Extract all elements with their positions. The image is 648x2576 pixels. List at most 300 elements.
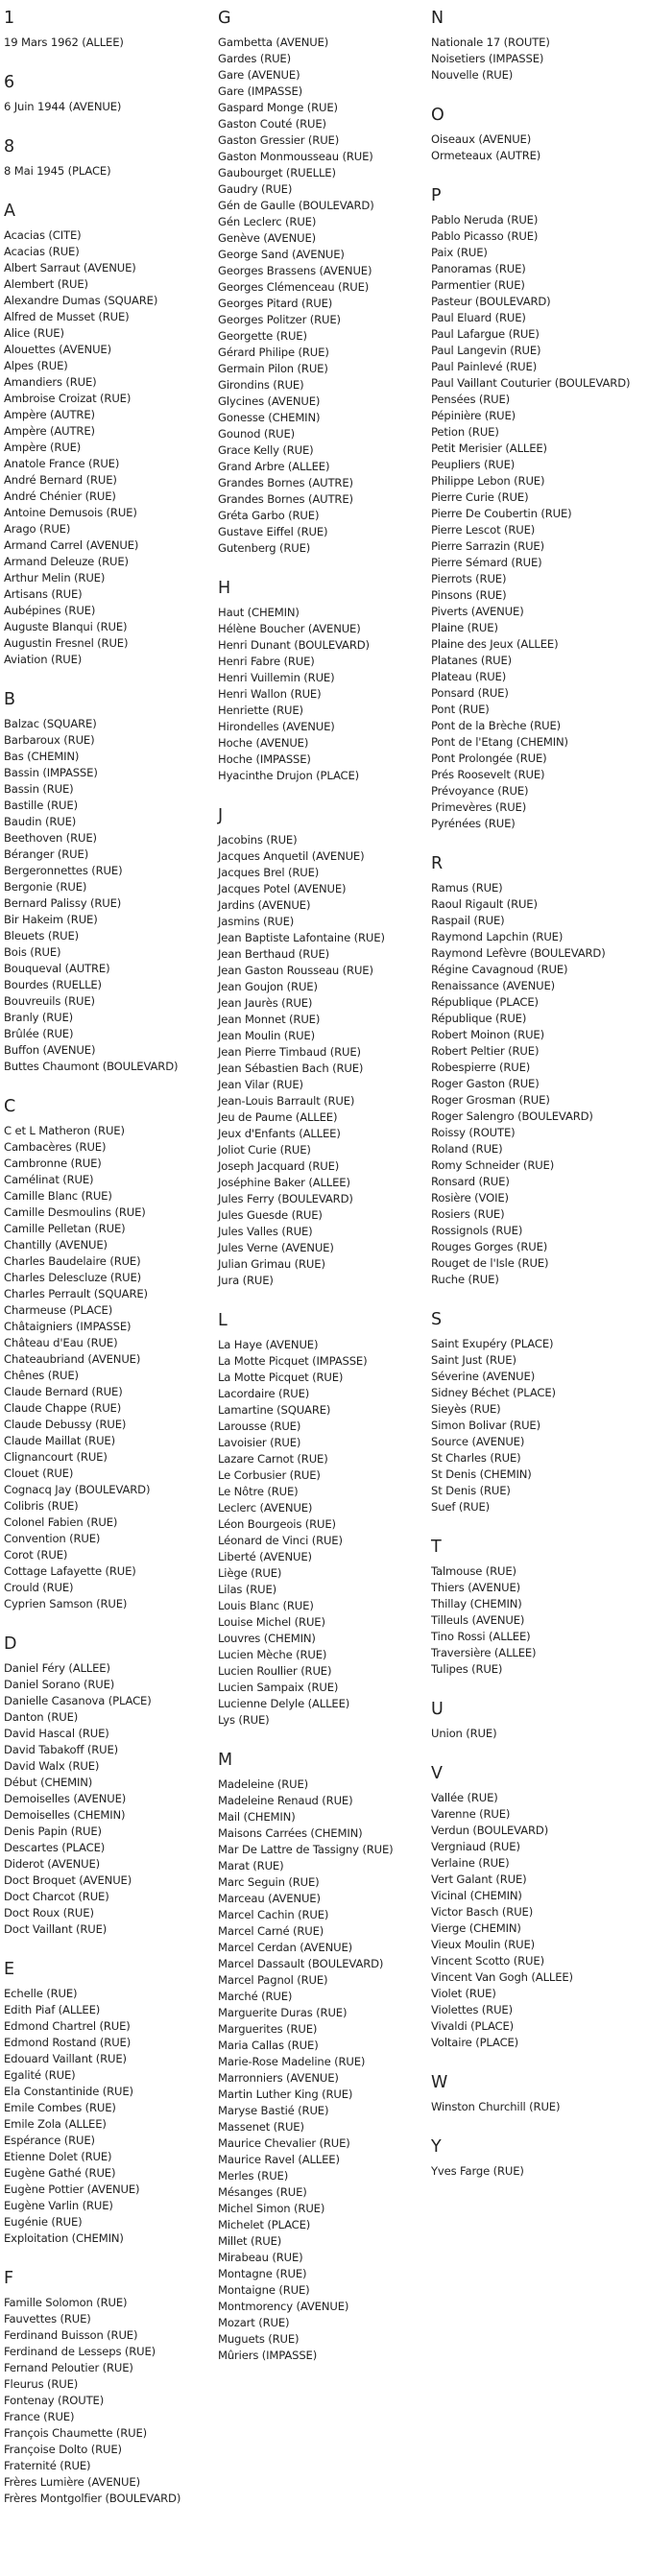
street-item: Grace Kelly (RUE) <box>218 443 314 457</box>
street-item: Peupliers (RUE) <box>431 458 516 471</box>
street-item: Edmond Rostand (RUE) <box>4 2036 132 2049</box>
street-item: Auguste Blanqui (RUE) <box>4 620 128 633</box>
street-item: Artisans (RUE) <box>4 587 83 601</box>
letter-section <box>4 1959 214 2247</box>
street-item: Claude Maillat (RUE) <box>4 1434 115 1447</box>
street-item: Bassin (RUE) <box>4 782 74 796</box>
street-item: Parmentier (RUE) <box>431 278 525 292</box>
street-list <box>4 99 214 115</box>
street-item: Jasmins (RUE) <box>218 915 295 928</box>
street-item: David Walx (RUE) <box>4 1759 100 1773</box>
street-item: Ormeteaux (AUTRE) <box>431 149 541 162</box>
street-item: Bergeronnettes (RUE) <box>4 864 123 877</box>
street-item: Danton (RUE) <box>4 1710 79 1724</box>
letter-section <box>218 8 427 557</box>
street-item: Ramus (RUE) <box>431 881 503 894</box>
street-item: Pyrénées (RUE) <box>431 817 516 830</box>
street-item: Françoise Dolto (RUE) <box>4 2443 122 2456</box>
street-item: Mûriers (IMPASSE) <box>218 2349 318 2362</box>
street-item: Marguerites (RUE) <box>218 2022 318 2036</box>
street-item: C et L Matheron (RUE) <box>4 1124 125 1137</box>
street-item: Pierre Lescot (RUE) <box>431 523 536 537</box>
street-list <box>4 1986 214 2247</box>
street-item: Cambacères (RUE) <box>4 1140 107 1154</box>
street-item: Roger Gaston (RUE) <box>431 1077 540 1090</box>
street-item: Maurice Ravel (ALLEE) <box>218 2153 340 2166</box>
street-item: Pierre Curie (RUE) <box>431 490 529 504</box>
street-item: Gaudry (RUE) <box>218 182 293 196</box>
street-item: Eugène Varlin (RUE) <box>4 2199 113 2212</box>
street-item: Joséphine Baker (ALLEE) <box>218 1176 350 1189</box>
section-letter-heading: T <box>431 1538 442 1557</box>
letter-section <box>218 1750 427 2364</box>
street-item: Jules Ferry (BOULEVARD) <box>218 1192 353 1205</box>
section-letter-heading: J <box>218 806 224 825</box>
street-item: Edmond Chartrel (RUE) <box>4 2019 131 2033</box>
street-item: Plaine (RUE) <box>431 621 498 634</box>
street-item: Charmeuse (PLACE) <box>4 1303 113 1317</box>
street-item: Raoul Rigault (RUE) <box>431 897 538 911</box>
street-item: Jacques Brel (RUE) <box>218 866 320 879</box>
street-item: Colibris (RUE) <box>4 1499 79 1513</box>
street-item: Gare (AVENUE) <box>218 68 300 82</box>
street-item: Edouard Vaillant (RUE) <box>4 2052 127 2065</box>
street-item: Baudin (RUE) <box>4 815 77 828</box>
street-item: Romy Schneider (RUE) <box>431 1158 555 1172</box>
letter-section <box>4 72 214 115</box>
street-item: Lucien Sampaix (RUE) <box>218 1681 339 1694</box>
street-item: Brûlée (RUE) <box>4 1027 74 1040</box>
street-item: Henri Dunant (BOULEVARD) <box>218 638 370 652</box>
street-item: Echelle (RUE) <box>4 1987 78 2000</box>
street-item: Haut (CHEMIN) <box>218 606 300 619</box>
street-item: Corot (RUE) <box>4 1548 68 1562</box>
street-item: Hélène Boucher (AVENUE) <box>218 622 361 635</box>
street-item: Grandes Bornes (AUTRE) <box>218 492 353 506</box>
section-letter-heading: C <box>4 1097 16 1116</box>
letter-section <box>431 2072 648 2115</box>
street-item: Paul Lafargue (RUE) <box>431 327 540 341</box>
street-item: Antoine Demusois (RUE) <box>4 506 137 519</box>
street-item: Alembert (RUE) <box>4 277 88 291</box>
street-item: Union (RUE) <box>431 1727 497 1740</box>
letter-section <box>431 8 648 83</box>
street-list <box>431 1790 648 2051</box>
street-item: Marché (RUE) <box>218 1990 293 2003</box>
street-item: Fontenay (ROUTE) <box>4 2394 105 2407</box>
street-item: Marcel Cerdan (AVENUE) <box>218 1941 352 1954</box>
letter-section <box>4 201 214 668</box>
street-item: Maisons Carrées (CHEMIN) <box>218 1826 363 1840</box>
street-item: Rosière (VOIE) <box>431 1191 509 1205</box>
street-item: Daniel Sorano (RUE) <box>4 1678 115 1691</box>
street-item: Augustin Fresnel (RUE) <box>4 636 129 650</box>
street-item: Pablo Picasso (RUE) <box>431 229 539 243</box>
street-item: Daniel Féry (ALLEE) <box>4 1661 110 1675</box>
street-item: Simon Bolivar (RUE) <box>431 1419 540 1432</box>
street-item: Robert Peltier (RUE) <box>431 1044 540 1058</box>
street-item: André Bernard (RUE) <box>4 473 117 487</box>
street-item: Anatole France (RUE) <box>4 457 120 470</box>
street-item: Piverts (AVENUE) <box>431 605 524 618</box>
street-item: Jules Verne (AVENUE) <box>218 1241 334 1254</box>
street-item: Maryse Bastié (RUE) <box>218 2104 329 2117</box>
street-item: Rouget de l'Isle (RUE) <box>431 1256 549 1270</box>
index-column-2 <box>214 8 427 2385</box>
street-item: Doct Charcot (RUE) <box>4 1890 109 1903</box>
street-item: Ampère (AUTRE) <box>4 408 95 421</box>
letter-section <box>431 853 648 1288</box>
street-item: Georges Brassens (AVENUE) <box>218 264 372 277</box>
street-item: Vert Galant (RUE) <box>431 1872 527 1886</box>
street-item: Jean Jaurès (RUE) <box>218 996 313 1010</box>
letter-section <box>218 1310 427 1729</box>
street-item: Lys (RUE) <box>218 1713 270 1727</box>
street-list <box>431 2163 648 2180</box>
street-item: Camille Pelletan (RUE) <box>4 1222 126 1235</box>
letter-section <box>431 1309 648 1515</box>
street-item: Vergniaud (RUE) <box>431 1840 520 1853</box>
street-item: Mar De Lattre de Tassigny (RUE) <box>218 1843 394 1856</box>
street-item: Frères Montgolfier (BOULEVARD) <box>4 2492 181 2505</box>
street-item: Pensées (RUE) <box>431 393 511 406</box>
street-list <box>4 35 214 51</box>
street-item: Marcel Pagnol (RUE) <box>218 1973 328 1987</box>
street-item: Armand Carrel (AVENUE) <box>4 538 139 552</box>
index-column-3 <box>427 8 648 2201</box>
street-item: Etienne Dolet (RUE) <box>4 2150 112 2163</box>
street-item: Chênes (RUE) <box>4 1369 79 1382</box>
street-item: Cottage Lafayette (RUE) <box>4 1564 136 1578</box>
street-item: Ferdinand Buisson (RUE) <box>4 2328 138 2342</box>
street-item: Gare (IMPASSE) <box>218 84 303 98</box>
street-item: Chateaubriand (AVENUE) <box>4 1352 141 1366</box>
street-item: Amandiers (RUE) <box>4 375 97 389</box>
street-item: Jean Vilar (RUE) <box>218 1078 303 1091</box>
street-item: Fraternité (RUE) <box>4 2459 91 2472</box>
street-item: Alfred de Musset (RUE) <box>4 310 130 323</box>
street-item: Crould (RUE) <box>4 1581 74 1594</box>
letter-section <box>431 105 648 164</box>
street-list <box>4 227 214 668</box>
street-item: Robert Moinon (RUE) <box>431 1028 544 1041</box>
street-item: Emile Zola (ALLEE) <box>4 2117 107 2131</box>
street-item: Jean Sébastien Bach (RUE) <box>218 1061 364 1075</box>
street-item: Victor Basch (RUE) <box>431 1905 534 1919</box>
street-item: Prévoyance (RUE) <box>431 784 529 798</box>
street-item: Doct Vaillant (RUE) <box>4 1922 108 1936</box>
street-item: Pépinière (RUE) <box>431 409 516 422</box>
street-item: Fauvettes (RUE) <box>4 2312 91 2326</box>
street-list <box>218 605 427 784</box>
street-item: David Hascal (RUE) <box>4 1727 109 1740</box>
section-letter-heading: L <box>218 1311 228 1330</box>
street-item: Ambroise Croizat (RUE) <box>4 392 132 405</box>
letter-section <box>4 689 214 1075</box>
street-item: Aubépines (RUE) <box>4 604 96 617</box>
street-item: Petit Merisier (ALLEE) <box>431 441 547 455</box>
street-list <box>4 2295 214 2507</box>
street-item: Marc Seguin (RUE) <box>218 1875 320 1889</box>
street-item: Fleurus (RUE) <box>4 2377 79 2391</box>
street-item: Genève (AVENUE) <box>218 231 317 245</box>
street-item: Gén de Gaulle (BOULEVARD) <box>218 199 374 212</box>
street-item: Doct Roux (RUE) <box>4 1906 94 1920</box>
street-item: Ampère (RUE) <box>4 441 82 454</box>
street-item: Jacobins (RUE) <box>218 833 298 847</box>
street-item: Nouvelle (RUE) <box>431 68 514 82</box>
section-letter-heading: 8 <box>4 137 15 156</box>
street-item: Roland (RUE) <box>431 1142 503 1156</box>
street-item: Bassin (IMPASSE) <box>4 766 98 779</box>
street-item: Gréta Garbo (RUE) <box>218 509 320 522</box>
street-item: Pasteur (BOULEVARD) <box>431 295 551 308</box>
street-item: Paul Painlevé (RUE) <box>431 360 538 373</box>
street-item: Gaston Gressier (RUE) <box>218 133 340 147</box>
street-item: Marcel Cachin (RUE) <box>218 1908 329 1921</box>
street-item: Gutenberg (RUE) <box>218 541 311 555</box>
street-item: Début (CHEMIN) <box>4 1776 93 1789</box>
street-item: Henri Wallon (RUE) <box>218 687 322 701</box>
street-item: Vallée (RUE) <box>431 1791 498 1804</box>
street-item: Fernand Peloutier (RUE) <box>4 2361 133 2374</box>
street-item: Maurice Chevalier (RUE) <box>218 2136 350 2150</box>
street-item: Hoche (IMPASSE) <box>218 752 311 766</box>
street-item: Germain Pilon (RUE) <box>218 362 328 375</box>
street-item: Raspail (RUE) <box>431 914 505 927</box>
street-item: Girondins (RUE) <box>218 378 304 392</box>
street-list <box>218 1777 427 2364</box>
street-item: Joseph Jacquard (RUE) <box>218 1159 340 1173</box>
letter-section <box>4 1096 214 1612</box>
street-item: Louise Michel (RUE) <box>218 1615 325 1629</box>
street-item: Gardes (RUE) <box>218 52 291 65</box>
street-list <box>4 1660 214 1938</box>
street-item: Jacques Anquetil (AVENUE) <box>218 849 365 863</box>
street-item: Diderot (AVENUE) <box>4 1857 101 1871</box>
letter-section <box>218 805 427 1289</box>
street-item: Lazare Carnot (RUE) <box>218 1452 328 1466</box>
street-item: Sieyès (RUE) <box>431 1402 501 1416</box>
street-item: Mirabeau (RUE) <box>218 2251 303 2264</box>
street-item: Pierre Sarrazin (RUE) <box>431 539 544 553</box>
letter-section <box>4 1634 214 1938</box>
street-list <box>431 2099 648 2115</box>
letter-section <box>4 2268 214 2507</box>
street-item: Alexandre Dumas (SQUARE) <box>4 294 158 307</box>
street-item: Vicinal (CHEMIN) <box>431 1889 522 1902</box>
street-item: France (RUE) <box>4 2410 75 2423</box>
street-list <box>431 880 648 1288</box>
street-item: Sidney Béchet (PLACE) <box>431 1386 556 1399</box>
street-item: Roger Grosman (RUE) <box>431 1093 550 1107</box>
street-item: Saint Just (RUE) <box>431 1353 516 1367</box>
street-item: Doct Broquet (AVENUE) <box>4 1873 132 1887</box>
street-item: Jean Moulin (RUE) <box>218 1029 315 1042</box>
street-item: Aviation (RUE) <box>4 653 83 666</box>
street-item: 8 Mai 1945 (PLACE) <box>4 164 111 178</box>
street-item: Noisetiers (IMPASSE) <box>431 52 544 65</box>
section-letter-heading: P <box>431 186 442 205</box>
section-letter-heading: M <box>218 1751 233 1770</box>
street-item: Bourdes (RUELLE) <box>4 978 102 991</box>
street-item: Claude Chappe (RUE) <box>4 1401 122 1415</box>
street-item: Séverine (AVENUE) <box>431 1370 536 1383</box>
street-item: Yves Farge (RUE) <box>431 2164 524 2178</box>
street-item: Cambronne (RUE) <box>4 1157 102 1170</box>
street-item: Ponsard (RUE) <box>431 686 509 700</box>
section-letter-heading: B <box>4 690 16 709</box>
street-item: Tulipes (RUE) <box>431 1662 503 1676</box>
street-item: Martin Luther King (RUE) <box>218 2087 353 2101</box>
street-item: Glycines (AVENUE) <box>218 394 321 408</box>
street-item: Verlaine (RUE) <box>431 1856 510 1870</box>
street-item: St Charles (RUE) <box>431 1451 521 1465</box>
street-item: Liège (RUE) <box>218 1566 282 1580</box>
street-item: Pierre Sémard (RUE) <box>431 556 542 569</box>
street-item: Cyprien Samson (RUE) <box>4 1597 128 1610</box>
street-item: Primevères (RUE) <box>431 800 527 814</box>
street-item: République (RUE) <box>431 1012 527 1025</box>
street-item: Jean Monnet (RUE) <box>218 1013 321 1026</box>
street-item: Oiseaux (AVENUE) <box>431 132 532 146</box>
street-item: Famille Solomon (RUE) <box>4 2296 128 2309</box>
street-item: Albert Sarraut (AVENUE) <box>4 261 136 274</box>
street-item: Gustave Eiffel (RUE) <box>218 525 328 538</box>
street-item: David Tabakoff (RUE) <box>4 1743 119 1756</box>
street-item: Eugène Pottier (AVENUE) <box>4 2182 140 2196</box>
street-item: Camélinat (RUE) <box>4 1173 94 1186</box>
street-item: Jean Pierre Timbaud (RUE) <box>218 1045 361 1059</box>
section-letter-heading: Y <box>431 2137 442 2157</box>
index-column-1 <box>0 8 214 2528</box>
street-list <box>431 131 648 164</box>
street-item: Hirondelles (AVENUE) <box>218 720 335 733</box>
street-item: Georges Pitard (RUE) <box>218 297 333 310</box>
street-item: Camille Desmoulins (RUE) <box>4 1205 146 1219</box>
street-item: Verdun (BOULEVARD) <box>431 1824 549 1837</box>
street-item: Chantilly (AVENUE) <box>4 1238 108 1252</box>
street-item: Bir Hakeim (RUE) <box>4 913 98 926</box>
street-item: Michel Simon (RUE) <box>218 2202 325 2215</box>
street-item: Le Nôtre (RUE) <box>218 1485 299 1498</box>
section-letter-heading: G <box>218 9 231 28</box>
street-item: Gambetta (AVENUE) <box>218 36 329 49</box>
street-item: Gaston Couté (RUE) <box>218 117 326 131</box>
letter-section <box>431 1763 648 2051</box>
street-item: Jean Baptiste Lafontaine (RUE) <box>218 931 385 944</box>
street-item: Plaine des Jeux (ALLEE) <box>431 637 559 651</box>
street-item: Camille Blanc (RUE) <box>4 1189 112 1203</box>
street-item: Henri Fabre (RUE) <box>218 655 315 668</box>
street-item: Vincent Scotto (RUE) <box>431 1954 544 1968</box>
street-list <box>4 716 214 1075</box>
street-item: Montmorency (AVENUE) <box>218 2300 349 2313</box>
street-item: Egalité (RUE) <box>4 2068 76 2082</box>
street-list <box>431 1336 648 1515</box>
street-item: Madeleine (RUE) <box>218 1777 309 1791</box>
street-item: François Chaumette (RUE) <box>4 2426 148 2440</box>
street-item: Clouet (RUE) <box>4 1467 74 1480</box>
street-item: Raymond Lapchin (RUE) <box>431 930 564 943</box>
street-item: Bernard Palissy (RUE) <box>4 896 122 910</box>
street-item: Jean Gaston Rousseau (RUE) <box>218 964 373 977</box>
street-item: Convention (RUE) <box>4 1532 101 1545</box>
section-letter-heading: U <box>431 1700 444 1719</box>
street-item: Renaissance (AVENUE) <box>431 979 556 992</box>
street-item: Pierre De Coubertin (RUE) <box>431 507 572 520</box>
street-item: Léonard de Vinci (RUE) <box>218 1534 343 1547</box>
street-item: Henri Vuillemin (RUE) <box>218 671 335 684</box>
street-item: Emile Combes (RUE) <box>4 2101 116 2114</box>
section-letter-heading: E <box>4 1960 15 1979</box>
street-item: Denis Papin (RUE) <box>4 1825 102 1838</box>
street-item: Bas (CHEMIN) <box>4 750 80 763</box>
street-item: Châtaigniers (IMPASSE) <box>4 1320 132 1333</box>
street-item: Paul Langevin (RUE) <box>431 344 541 357</box>
street-item: Rossignols (RUE) <box>431 1224 523 1237</box>
street-item: Mail (CHEMIN) <box>218 1810 296 1824</box>
street-item: Louvres (CHEMIN) <box>218 1632 316 1645</box>
street-item: Panoramas (RUE) <box>431 262 526 275</box>
street-list <box>218 35 427 557</box>
street-item: Leclerc (AVENUE) <box>218 1501 313 1515</box>
street-list <box>4 1123 214 1612</box>
street-item: Source (AVENUE) <box>431 1435 525 1448</box>
street-item: Demoiselles (AVENUE) <box>4 1792 127 1805</box>
street-item: Pont Prolongée (RUE) <box>431 751 547 765</box>
street-item: George Sand (AVENUE) <box>218 248 345 261</box>
street-item: Marguerite Duras (RUE) <box>218 2006 348 2019</box>
section-letter-heading: R <box>431 854 444 873</box>
street-item: Georgette (RUE) <box>218 329 307 343</box>
street-item: Ela Constantinide (RUE) <box>4 2085 133 2098</box>
street-item: Pont de l'Etang (CHEMIN) <box>431 735 568 749</box>
letter-section <box>431 185 648 832</box>
street-item: Hyacinthe Drujon (PLACE) <box>218 769 360 782</box>
street-item: Thiers (AVENUE) <box>431 1581 521 1594</box>
section-letter-heading: N <box>431 9 444 28</box>
street-item: Lucien Roullier (RUE) <box>218 1664 332 1678</box>
street-item: Gonesse (CHEMIN) <box>218 411 321 424</box>
street-item: Georges Clémenceau (RUE) <box>218 280 370 294</box>
street-item: Charles Perrault (SQUARE) <box>4 1287 148 1300</box>
street-item: St Denis (RUE) <box>431 1484 511 1497</box>
street-item: Colonel Fabien (RUE) <box>4 1515 118 1529</box>
street-list <box>431 1563 648 1678</box>
street-item: Vincent Van Gogh (ALLEE) <box>431 1970 573 1984</box>
street-item: République (PLACE) <box>431 995 539 1009</box>
street-list <box>4 163 214 179</box>
street-item: Voltaire (PLACE) <box>431 2036 519 2049</box>
street-item: Violet (RUE) <box>431 1987 496 2000</box>
section-letter-heading: F <box>4 2269 14 2288</box>
street-item: Exploitation (CHEMIN) <box>4 2231 124 2245</box>
street-item: Lamartine (SQUARE) <box>218 1403 331 1417</box>
street-list <box>431 35 648 83</box>
street-item: Charles Baudelaire (RUE) <box>4 1254 141 1268</box>
street-item: Lavoisier (RUE) <box>218 1436 301 1449</box>
street-list <box>431 1726 648 1742</box>
street-item: Claude Debussy (RUE) <box>4 1418 127 1431</box>
section-letter-heading: 1 <box>4 9 15 28</box>
street-item: Balzac (SQUARE) <box>4 717 97 730</box>
street-item: Maria Callas (RUE) <box>218 2039 319 2052</box>
street-item: Varenne (RUE) <box>431 1807 511 1821</box>
street-item: Talmouse (RUE) <box>431 1564 516 1578</box>
section-letter-heading: H <box>218 579 231 598</box>
street-item: Montaigne (RUE) <box>218 2283 310 2297</box>
